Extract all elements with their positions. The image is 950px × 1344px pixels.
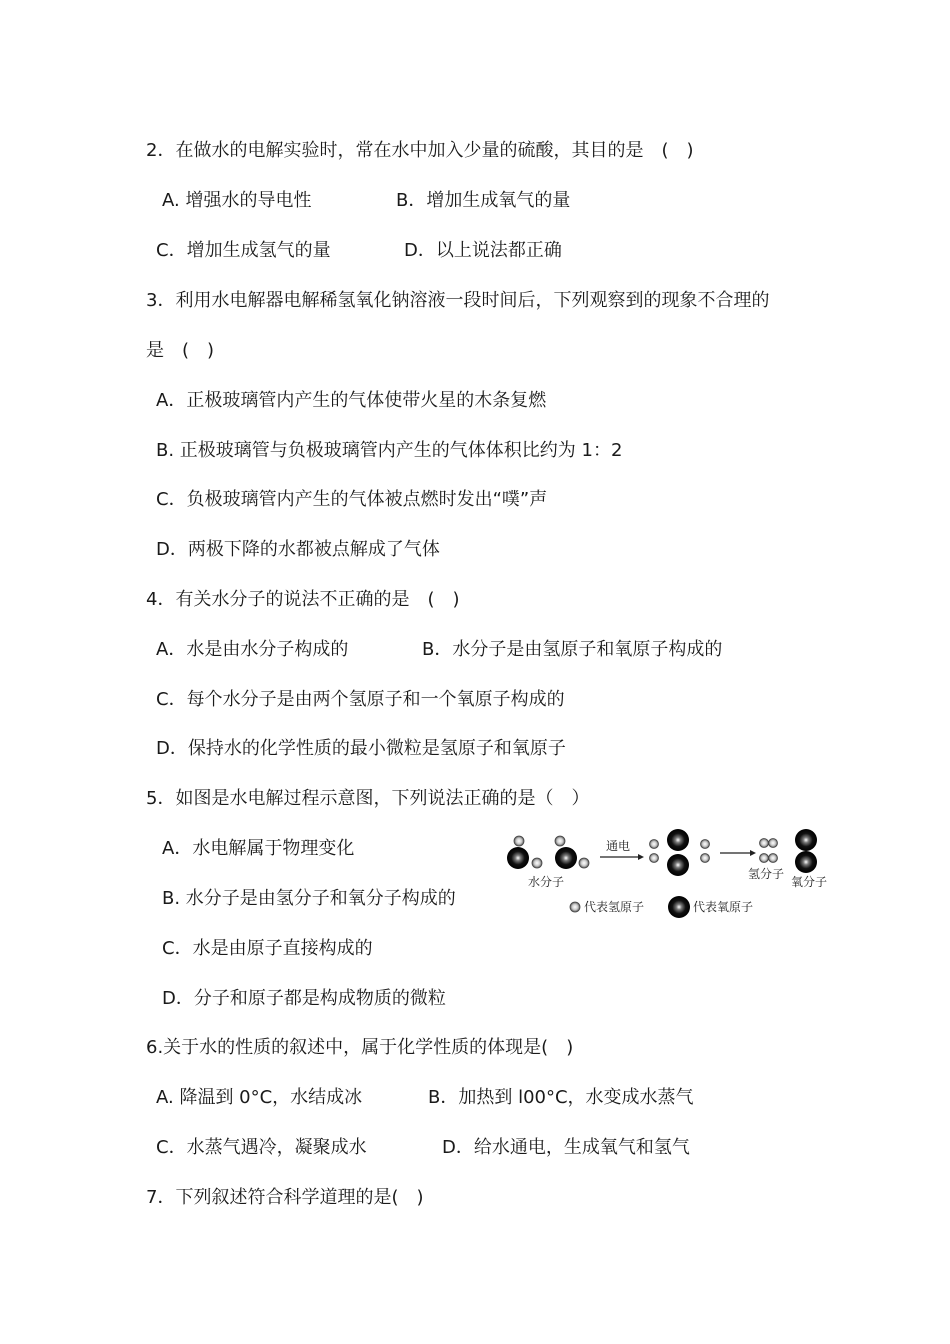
q3-stem-line1: 3．利用水电解器电解稀氢氧化钠溶液一段时间后，下列观察到的现象不合理的: [146, 290, 770, 311]
q2-stem: 2．在做水的电解实验时，常在水中加入少量的硫酸，其目的是 ( ): [146, 140, 694, 161]
electrolysis-arrow: [600, 838, 644, 860]
q4-option-a: A．水是由水分子构成的: [156, 639, 349, 660]
q5-option-b: B. 水分子是由氢分子和氧分子构成的: [162, 888, 456, 909]
legend-hydrogen-label: 代表氢原子: [584, 900, 645, 914]
q4-option-b: B．水分子是由氢原子和氧原子构成的: [422, 639, 723, 660]
legend-oxygen: [668, 896, 753, 918]
water-molecule-1: [507, 836, 542, 869]
q2-option-c: C．增加生成氢气的量: [156, 240, 331, 261]
oxygen-molecule: [795, 829, 817, 873]
q2-option-b: B．增加生成氧气的量: [396, 190, 571, 211]
water-molecule-label: 水分子: [528, 875, 565, 889]
q2-option-a: A. 增强水的导电性: [162, 190, 312, 211]
legend-oxygen-label: 代表氧原子: [693, 900, 754, 914]
q4-option-c: C．每个水分子是由两个氢原子和一个氧原子构成的: [156, 689, 565, 710]
recombination-arrow: [720, 850, 756, 856]
q5-stem: 5．如图是水电解过程示意图，下列说法正确的是（ ）: [146, 788, 590, 809]
electrolysis-arrow-label: 通电: [606, 839, 631, 853]
q6-option-c: C．水蒸气遇冷，凝聚成水: [156, 1137, 367, 1158]
q2-option-d: D．以上说法都正确: [404, 240, 562, 261]
q7-stem: 7．下列叙述符合科学道理的是( ): [146, 1187, 424, 1208]
q6-option-d: D．给水通电，生成氧气和氢气: [442, 1137, 690, 1158]
q3-option-d: D．两极下降的水都被点解成了气体: [156, 539, 440, 560]
q6-option-a: A. 降温到 0°C，水结成冰: [156, 1087, 363, 1108]
q3-option-c: C．负极玻璃管内产生的气体被点燃时发出“噗”声: [156, 489, 548, 510]
q6-stem: 6.关于水的性质的叙述中，属于化学性质的体现是( ): [146, 1037, 574, 1058]
q5-option-c: C．水是由原子直接构成的: [162, 938, 373, 959]
electrolysis-diagram: [498, 826, 838, 926]
legend-hydrogen: [570, 900, 644, 914]
separated-atoms: [650, 829, 710, 876]
q5-option-d: D．分子和原子都是构成物质的微粒: [162, 988, 446, 1009]
q6-option-b: B．加热到 l00°C，水变成水蒸气: [428, 1087, 694, 1108]
q3-option-a: A．正极玻璃管内产生的气体使带火星的木条复燃: [156, 390, 547, 411]
q4-stem: 4．有关水分子的说法不正确的是 ( ): [146, 589, 460, 610]
q3-option-b: B. 正极玻璃管与负极玻璃管内产生的气体体积比约为 1：2: [156, 440, 623, 461]
q5-option-a: A．水电解属于物理变化: [162, 838, 355, 859]
q3-stem-line2: 是 ( ): [146, 340, 215, 361]
hydrogen-molecule-label: 氢分子: [748, 867, 785, 881]
q4-option-d: D．保持水的化学性质的最小微粒是氢原子和氧原子: [156, 738, 566, 759]
oxygen-molecule-label: 氧分子: [791, 875, 828, 889]
hydrogen-molecules: [760, 839, 778, 863]
water-molecule-2: [555, 836, 589, 869]
